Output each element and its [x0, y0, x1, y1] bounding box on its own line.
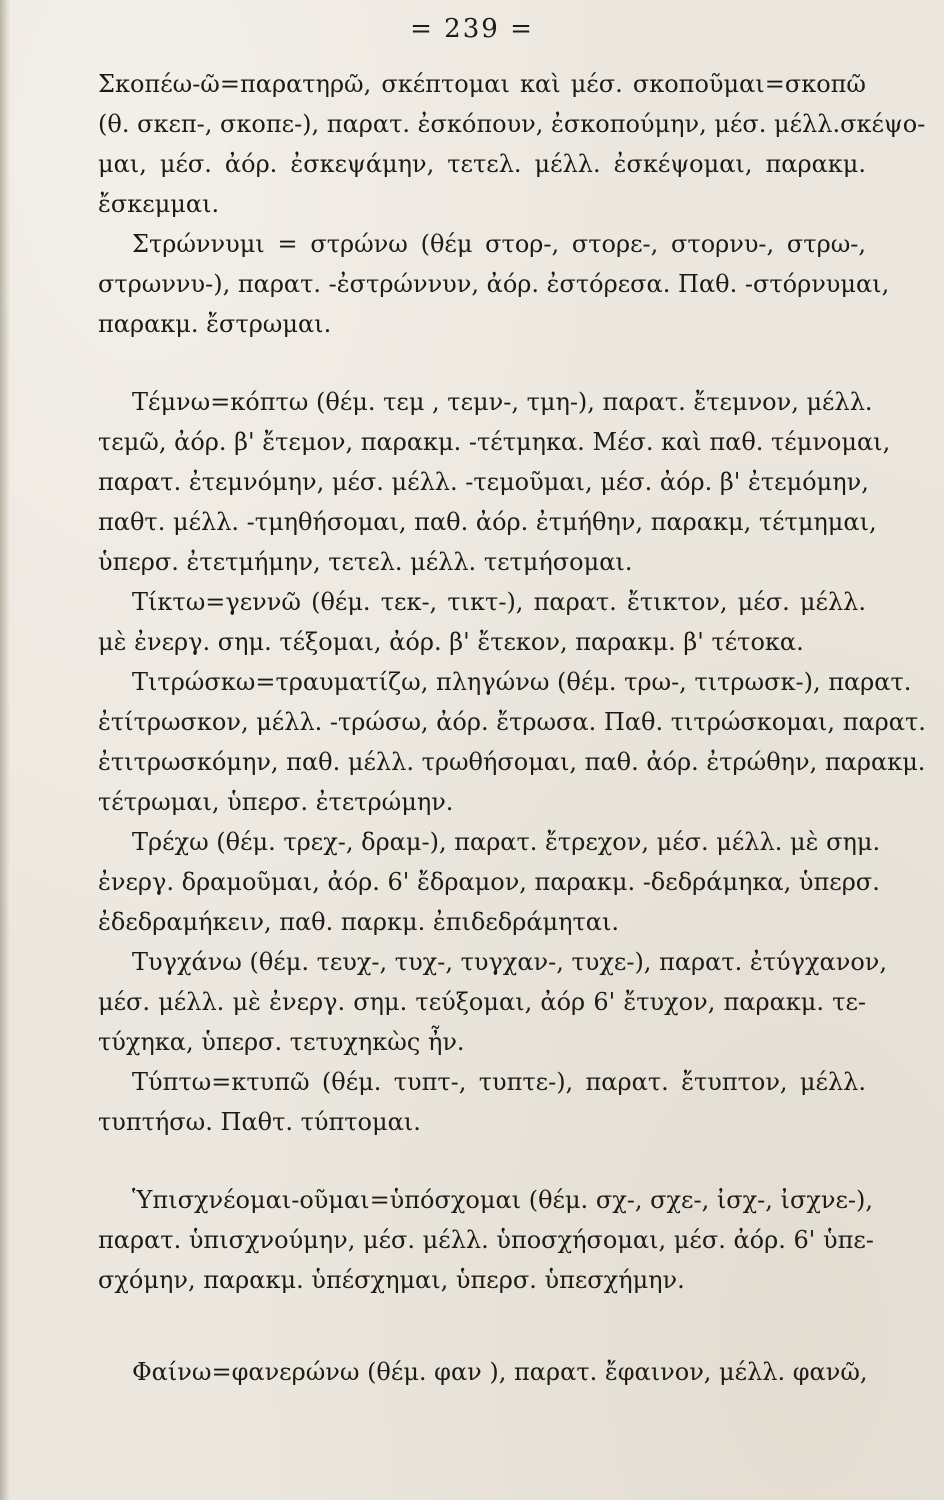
text-line: παρατ. ἐτεμνόμην, μέσ. μέλλ. -τεμοῦμαι, μέσ. ἀόρ. β' ἐτεμόμην, [98, 468, 869, 496]
paragraph-gap [98, 1142, 866, 1180]
text-line: Φαίνω=φανερώνω (θέμ. φαν ), παρατ. ἔφαινον, μέλλ. φανῶ, [132, 1358, 868, 1386]
text-line: Τυγχάνω (θέμ. τευχ-, τυχ-, τυγχαν-, τυχε-), παρατ. ἐτύγχανον, [132, 948, 887, 976]
text-line: Σκοπέω-ῶ=παρατηρῶ, σκέπτομαι καὶ μέσ. σκοποῦμαι=σκοπῶ [98, 70, 866, 98]
entry-tikto [98, 582, 866, 662]
entry-phaino [98, 1352, 866, 1392]
text-line: ἐτιτρωσκόμην, παθ. μέλλ. τρωθήσομαι, παθ. ἀόρ. ἐτρώθην, παρακμ. [98, 748, 926, 776]
text-line: μαι, μέσ. ἀόρ. ἐσκεψάμην, τετελ. μέλλ. ἐσκέψομαι, παρακμ. [98, 150, 866, 178]
entry-temno [98, 382, 891, 582]
entry-stronnymi [98, 224, 890, 344]
text-line: Τρέχω (θέμ. τρεχ-, δραμ-), παρατ. ἔτρεχον, μέσ. μέλλ. μὲ σημ. [132, 828, 881, 856]
text-line: Τιτρώσκω=τραυματίζω, πληγώνω (θέμ. τρω-, τιτρωσκ-), παρατ. [132, 668, 912, 696]
text-line: τύχηκα, ὑπερσ. τετυχηκὼς ἦν. [98, 1028, 465, 1056]
text-line: (θ. σκεπ-, σκοπε-), παρατ. ἐσκόπουν, ἐσκοπούμην, μέσ. μέλλ.σκέψο- [98, 110, 926, 138]
text-line: Στρώννυμι = στρώνω (θέμ στορ-, στορε-, στορνυ-, στρω-, [132, 230, 866, 258]
text-line: ἐνεργ. δραμοῦμαι, ἀόρ. 6' ἔδραμον, παρακμ. -δεδράμηκα, ὑπερσ. [98, 868, 880, 896]
text-line: ἐτίτρωσκον, μέλλ. -τρώσω, ἀόρ. ἔτρωσα. Παθ. τιτρώσκομαι, παρατ. [98, 708, 926, 736]
text-line: Ὑπισχνέομαι-οῦμαι=ὑπόσχομαι (θέμ. σχ-, σχε-, ἰσχ-, ἰσχνε-), [132, 1186, 873, 1214]
paragraph-gap [98, 1300, 866, 1352]
text-line: στρωννυ-), παρατ. -ἐστρώννυν, ἀόρ. ἐστόρεσα. Παθ. -στόρνυμαι, [98, 270, 890, 298]
entry-skopeo [98, 64, 926, 224]
text-line: παθτ. μέλλ. -τμηθήσομαι, παθ. ἀόρ. ἐτμήθην, παρακμ, τέτμημαι, [98, 508, 877, 536]
text-line: μὲ ἐνεργ. σημ. τέξομαι, ἀόρ. β' ἔτεκον, παρακμ. β' τέτοκα. [98, 628, 804, 656]
text-line: μέσ. μέλλ. μὲ ἐνεργ. σημ. τεύξομαι, ἀόρ 6' ἔτυχον, παρακμ. τε- [98, 988, 866, 1016]
paragraph-gap [98, 344, 866, 382]
text-line: Τέμνω=κόπτω (θέμ. τεμ , τεμν-, τμη-), παρατ. ἔτεμνον, μέλλ. [132, 388, 873, 416]
text-line: Τύπτω=κτυπῶ (θέμ. τυπτ-, τυπτε-), παρατ. ἔτυπτον, μέλλ. [132, 1068, 866, 1096]
text-line: ἔσκεμμαι. [98, 190, 220, 218]
text-line: τυπτήσω. Παθτ. τύπτομαι. [98, 1108, 421, 1136]
text-line: ἐδεδραμήκειν, παθ. παρκμ. ἐπιδεδράμηται. [98, 908, 620, 936]
entry-titrosko [98, 662, 926, 822]
entry-trecho [98, 822, 881, 942]
text-line: Τίκτω=γεννῶ (θέμ. τεκ-, τικτ-), παρατ. ἔτικτον, μέσ. μέλλ. [132, 588, 866, 616]
text-line: ὑπερσ. ἐτετμήμην, τετελ. μέλλ. τετμήσομαι. [98, 548, 633, 576]
text-line: παρακμ. ἔστρωμαι. [98, 310, 332, 338]
page-number: = 239 = [410, 14, 534, 44]
page-spine-shadow [0, 0, 10, 1500]
text-line: σχόμην, παρακμ. ὑπέσχημαι, ὑπερσ. ὑπεσχήμην. [98, 1266, 685, 1294]
entry-hypischneomai [98, 1180, 874, 1300]
entry-typto [98, 1062, 866, 1142]
text-line: τέτρωμαι, ὑπερσ. ἐτετρώμην. [98, 788, 454, 816]
text-line: τεμῶ, ἀόρ. β' ἔτεμον, παρακμ. -τέτμηκα. Μέσ. καὶ παθ. τέμνομαι, [98, 428, 891, 456]
page-body [98, 64, 926, 1392]
text-line: παρατ. ὑπισχνούμην, μέσ. μέλλ. ὑποσχήσομαι, μέσ. ἀόρ. 6' ὑπε- [98, 1226, 874, 1254]
entry-tyngchano [98, 942, 887, 1062]
